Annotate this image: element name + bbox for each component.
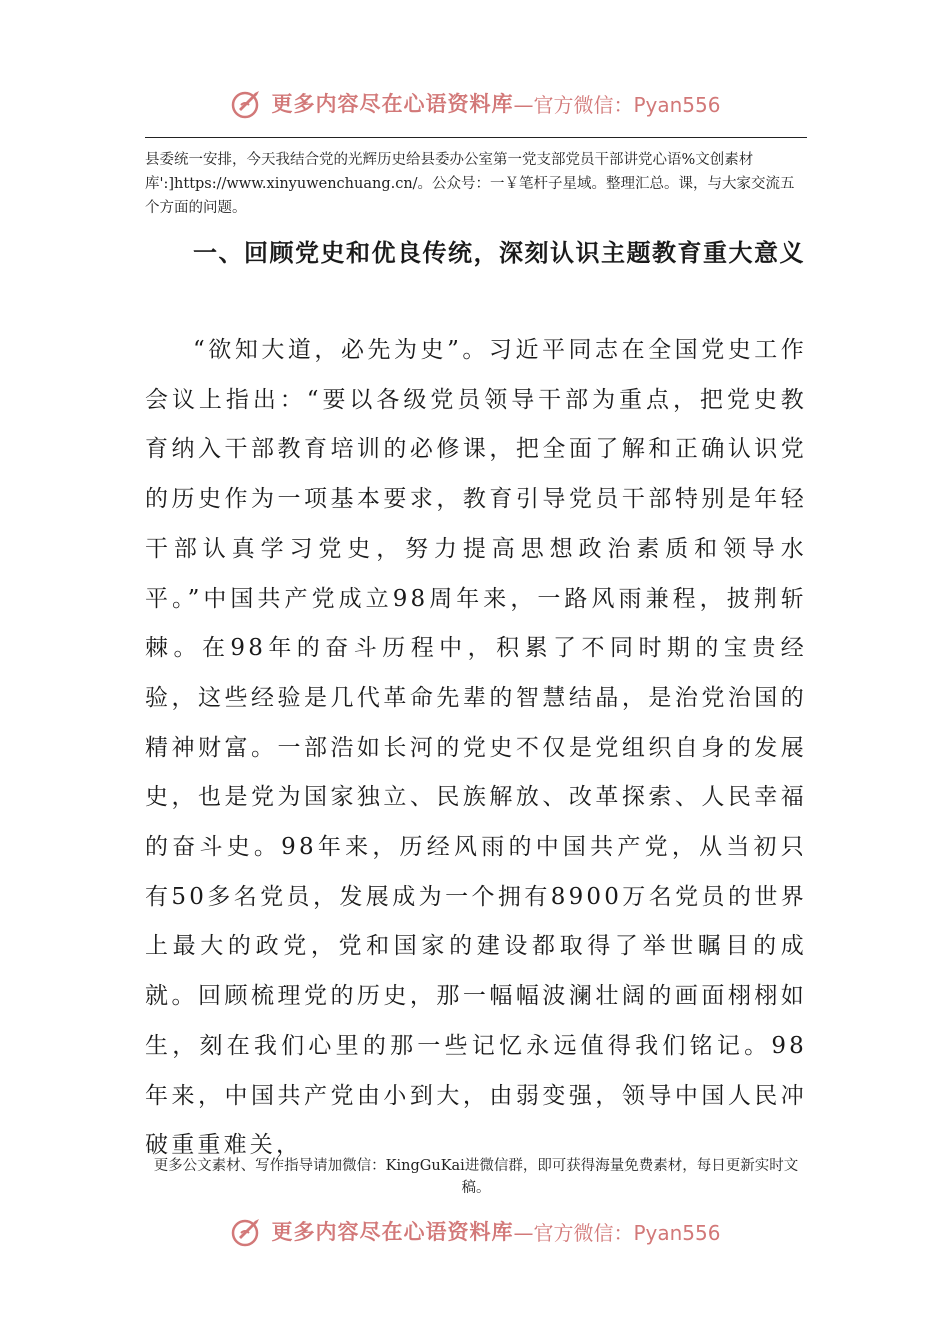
pen-logo-icon [229, 85, 265, 121]
section-heading: 一、回顾党史和优良传统，深刻认识主题教育重大意义 [193, 239, 805, 267]
footer-banner-text: 更多内容尽在心语资料库 [271, 1219, 514, 1244]
intro-text: 县委统一安排，今天我结合党的光辉历史给县委办公室第一党支部党员干部讲党心语%文创素材库':]https://www.xinyuwenchuang.cn/。公众号：一￥笔杆子星域。整理汇总。课，与大家交流五个方面的问题。 [145, 152, 795, 216]
header-banner [0, 78, 950, 128]
header-banner-text: 更多内容尽在心语资料库 [271, 91, 514, 116]
header-banner-suffix: —官方微信：Pyan556 [513, 92, 721, 117]
header-divider [145, 137, 807, 138]
footer-banner [0, 1206, 950, 1256]
footer-banner-suffix: —官方微信：Pyan556 [513, 1220, 721, 1245]
pen-logo-icon [229, 1213, 265, 1249]
footer-note: 更多公文素材、写作指导请加微信：KingGuKai进微信群，即可获得海量免费素材，每日更新实时文稿。 [153, 1158, 799, 1196]
body-paragraph: “欲知大道，必先为史”。习近平同志在全国党史工作会议上指出：“要以各级党员领导干部为重点，把党史教育纳入干部教育培训的必修课，把全面了解和正确认识党的历史作为一项基本要求，教育引导党员干部特别是年轻干部认真学习党史，努力提高思想政治素质和领导水平。”中国共产党成立98周年来，一路风雨兼程，披荆斩棘。在98年的奋斗历程中，积累了不同时期的宝贵经验，这些经验是几代革命先辈的智慧结晶，是治党治国的精神财富。一部浩如长河的党史不仅是党组织自身的发展史，也是党为国家独立、民族解放、改革探索、人民幸福的奋斗史。98年来，历经风雨的中国共产党，从当初只有50多名党员，发展成为一个拥有8900万名党员的世界上最大的政党，党和国家的建设都取得了举世瞩目的成就。回顾梳理党的历史，那一幅幅波澜壮阔的画面栩栩如生，刻在我们心里的那一些记忆永远值得我们铭记。98年来，中国共产党由小到大，由弱变强，领导中国人民冲破重重难关， [145, 337, 807, 1159]
